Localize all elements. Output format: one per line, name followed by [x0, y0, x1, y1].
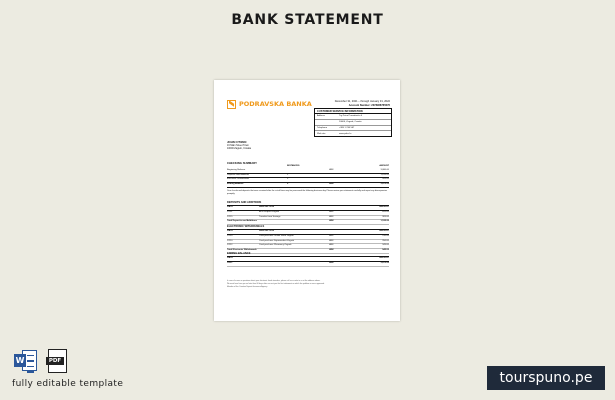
summary-instances: 2	[287, 173, 289, 176]
tx-currency: HRK	[329, 215, 334, 218]
deposits-heading: DEPOSITS AND ADDITIONS	[227, 201, 389, 206]
customer-service-row	[315, 131, 391, 136]
summary-row	[227, 183, 389, 188]
col-amount: AMOUNT	[379, 257, 389, 259]
page-title: BANK STATEMENT	[231, 12, 384, 28]
summary-label: Deposits and additions	[227, 173, 250, 176]
summary-currency	[329, 178, 354, 182]
account-number: Account Number: 2378968765676	[348, 103, 390, 107]
tx-amount: 820.00	[382, 210, 389, 213]
tx-total-amount: 945.00	[382, 249, 389, 252]
ending-balance-section	[227, 252, 389, 267]
cs-value: 10000, Zagreb, Croatia	[339, 121, 362, 124]
customer-address-line: 16 Main Street Town	[227, 144, 249, 147]
col-amount: AMOUNT	[379, 230, 389, 232]
col-date: DATE	[227, 230, 233, 232]
footer-line: In case of errors or questions about your electronic funds transfers, please call us or write to us at the address above.	[227, 280, 321, 282]
summary-instances: 3	[287, 178, 289, 181]
col-description: DESCRIPTION	[259, 206, 274, 208]
withdrawals-section	[227, 225, 389, 254]
tx-currency: HRK	[329, 244, 334, 247]
tx-currency: HRK	[329, 249, 334, 252]
footer-line: Member of the Croatian Deposit Insurance Agency.	[227, 286, 268, 289]
col-date: DATE	[227, 206, 233, 208]
customer-service-box	[314, 108, 392, 137]
tx-total-label: Total Electronic Withdrawals	[227, 249, 257, 252]
withdrawals-heading: ELECTRONIC WITHDRAWALS	[227, 225, 389, 230]
tx-amount: 250.00	[382, 234, 389, 237]
summary-note: Your checks and deposits that were received after the cut-off time may be processed the following business day. Please review your statement carefully and report any discrepancies promptly.	[227, 189, 388, 195]
bank-logo-icon	[227, 100, 236, 109]
tx-description: Card purchase Pharmacy Zagreb	[259, 244, 292, 247]
pdf-icon	[46, 349, 70, 373]
tx-description: Card purchase Supermarket Zagreb	[259, 239, 295, 242]
checking-summary	[227, 161, 389, 198]
tx-description: Transfer from Savings	[259, 215, 281, 218]
col-date: DATE	[227, 257, 233, 259]
customer-name: JOHN CITIZEN	[227, 140, 247, 144]
ending-balance-heading: ENDING BALANCE	[227, 252, 389, 257]
summary-instances: 5	[287, 183, 289, 186]
customer-service-heading: CUSTOMER SERVICE INFORMATION	[315, 109, 391, 114]
pdf-icon-label: PDF	[46, 357, 64, 365]
footer-line: We must hear from you no later than 60 days after we sent you the first statement on which the problem or error appeared.	[227, 283, 325, 286]
tx-currency: HRK	[329, 220, 334, 223]
statement-period: December 31, 2021 – through January 31, 2022	[334, 100, 390, 103]
tx-total-label: Total Deposits and Additions	[227, 220, 258, 223]
tx-total-amount: 1,185.00	[380, 220, 389, 223]
customer-address-line: 10000 Zagreb, Croatia	[227, 147, 251, 151]
summary-amount: 3,870.00	[380, 183, 389, 186]
cs-key: Telephone	[317, 126, 328, 129]
tx-amount: 3,870.00	[380, 261, 389, 264]
tx-date: 12/03	[227, 234, 233, 237]
statement-document	[214, 80, 400, 321]
summary-instances	[287, 169, 329, 173]
summary-currency	[329, 174, 354, 178]
tx-currency: HRK	[329, 239, 334, 242]
tx-currency: HRK	[329, 210, 334, 213]
format-icons	[14, 349, 70, 373]
tx-currency: HRK	[329, 234, 334, 237]
deposits-section	[227, 201, 389, 225]
tx-amount: 350.00	[382, 239, 389, 242]
cs-value: www.pobc.hr	[339, 132, 352, 135]
col-amount: AMOUNT	[379, 206, 389, 208]
summary-label: Electronic Withdrawals	[227, 178, 250, 181]
checking-summary-heading: CHECKING SUMMARY	[227, 161, 258, 165]
tx-amount: 365.00	[382, 215, 389, 218]
col-amount: AMOUNT	[379, 165, 389, 167]
tx-date: 12/31	[227, 261, 233, 264]
statement-footer	[227, 280, 389, 290]
customer-address	[227, 140, 389, 151]
summary-label: Ending Balance	[227, 183, 244, 186]
word-icon-label: W	[15, 356, 25, 365]
summary-currency: HRK	[329, 183, 334, 186]
brand-watermark: tourspuno.pe	[487, 366, 605, 390]
tx-date: 12/22	[227, 244, 233, 247]
statement-header	[312, 100, 390, 107]
tx-date: 12/15	[227, 215, 233, 218]
cs-key: Address	[317, 115, 326, 118]
tx-amount: 345.00	[382, 244, 389, 247]
cs-value: Trg Petra Preradovića 4	[339, 115, 363, 118]
summary-amount: 3,080.00	[380, 168, 389, 171]
summary-currency: HRK	[329, 168, 334, 171]
bank-name: PODRAVSKA BANKA	[239, 100, 312, 108]
template-caption: fully editable template	[12, 379, 124, 389]
summary-label: Beginning Balance	[227, 168, 246, 171]
col-description: DESCRIPTION	[259, 230, 274, 232]
summary-amount: 945.00	[382, 178, 389, 181]
bank-logo	[227, 97, 312, 111]
summary-amount: 1,185.00	[380, 173, 389, 176]
tx-description: ATM Deposit Zagreb	[259, 210, 280, 213]
cs-key: Web site	[317, 132, 326, 135]
col-instances: INSTANCES	[287, 165, 300, 167]
word-icon	[14, 349, 38, 373]
tx-date: 12/10	[227, 239, 233, 242]
table-row	[227, 262, 389, 267]
cs-value: +385 1 234 567	[339, 126, 355, 129]
tx-description: Card purchase Online Store Zagreb	[259, 234, 294, 237]
tx-currency: HRK	[329, 261, 334, 264]
tx-date: 12/01	[227, 210, 233, 213]
